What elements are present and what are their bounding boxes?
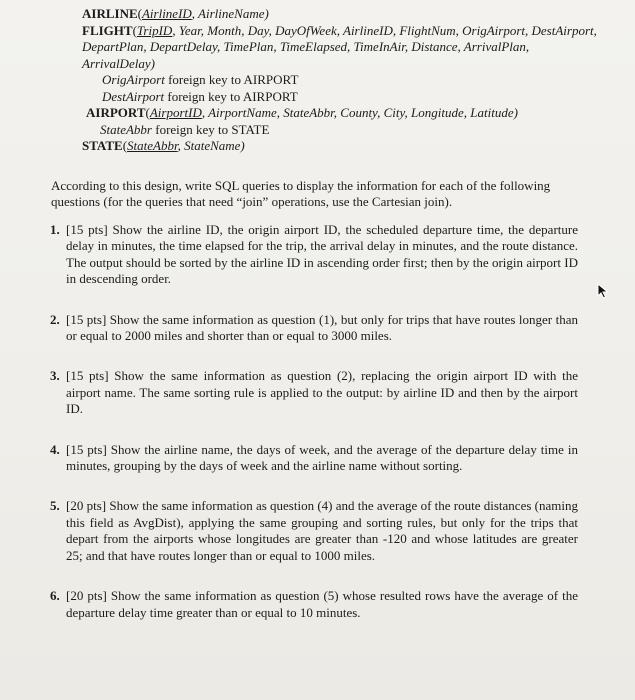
question-points: [15 pts] [66, 441, 107, 457]
relation-name-airport: AIRPORT [86, 105, 146, 120]
question-points: [20 pts] [66, 498, 107, 514]
schema-flight: FLIGHT(TripID, Year, Month, Day, DayOfWeek, AirlineID, FlightNum, OrigAirport, DestAirport, DepartPlan, DepartDelay, TimePlan, TimeElapsed, TimeInAir, Distance, ArrivalPlan, ArrivalDelay) [82, 22, 597, 71]
schema-airport: AIRPORT(AirportID, AirportName, StateAbbr, County, City, Longitude, Latitude) [86, 105, 518, 120]
question-number: 5. [50, 498, 60, 514]
question-number: 3. [50, 368, 60, 384]
question-item-3 [50, 368, 578, 417]
foreign-key-dest-airport: DestAirport foreign key to AIRPORT [102, 88, 298, 104]
schema-state: STATE(StateAbbr, StateName) [82, 138, 245, 153]
instructions-paragraph: According to this design, write SQL queries to display the information for each of the following questions (for the queries that need “join” operations, use the Cartesian join). [51, 178, 551, 209]
schema-airline: AIRLINE(AirlineID, AirlineName) [82, 6, 269, 21]
relation-name-state: STATE [82, 138, 123, 153]
attributes-state: , StateName) [177, 138, 245, 153]
question-item-6 [50, 588, 578, 621]
question-text: Show the same information as question (1), but only for trips that have routes longer than or equal to 2000 miles and shorter than or equal to 3000 miles. [66, 311, 578, 344]
question-text: Show the same information as question (4) and the average of the route distances (naming this field as AvgDist), applying the same grouping and sorting rules, but only for the trips that depart from the airports whose longitudes are greater than -120 and whose latitudes are greater 25; and that have routes longer than or equal to 1000 miles. [66, 498, 578, 563]
attributes-airline: , AirlineName) [191, 6, 269, 21]
question-points: [15 pts] [66, 311, 107, 327]
relation-name-airline: AIRLINE [82, 6, 138, 21]
question-number: 4. [50, 441, 60, 457]
primary-key-state: StateAbbr [127, 138, 178, 153]
primary-key-flight: TripID [136, 22, 173, 38]
question-text: Show the airline name, the days of week, and the average of the departure delay time in minutes, grouping by the days of week and the airline name without sorting. [66, 441, 578, 474]
attributes-airport: , AirportName, StateAbbr, County, City, Longitude, Latitude) [201, 105, 518, 120]
question-number: 2. [50, 311, 60, 327]
question-item-5 [50, 498, 578, 564]
foreign-key-orig-airport: OrigAirport foreign key to AIRPORT [102, 72, 299, 87]
question-number: 1. [50, 222, 60, 237]
primary-key-airline: AirlineID [141, 6, 192, 21]
question-points: [15 pts] [66, 222, 108, 237]
relational-schema [82, 6, 602, 155]
mouse-pointer-icon [596, 283, 612, 299]
question-item-1 [50, 222, 578, 288]
attributes-flight: , Year, Month, Day, DayOfWeek, AirlineID, FlightNum, OrigAirport, DestAirport, DepartPlan, DepartDelay, TimePlan, TimeElapsed, TimeInAir, Distance, ArrivalPlan, ArrivalDelay) [82, 22, 597, 71]
question-points: [15 pts] [66, 368, 109, 384]
question-item-2 [50, 312, 578, 345]
question-points: [20 pts] [66, 588, 107, 604]
question-list [50, 222, 578, 621]
question-text: Show the airline ID, the origin airport ID, the scheduled departure time, the departure delay in minutes, the time elapsed for the trip, the arrival delay in minutes, and the route distance. The output should be sorted by the airline ID in ascending order first; then by the origin airport ID in descending order. [66, 222, 578, 287]
foreign-key-state: StateAbbr foreign key to STATE [100, 121, 270, 137]
primary-key-airport: AirportID [149, 105, 202, 120]
relation-name-flight: FLIGHT [82, 22, 133, 38]
question-number: 6. [50, 588, 60, 604]
question-text: Show the same information as question (5) whose resulted rows have the average of the departure delay time greater than or equal to 10 minutes. [66, 588, 578, 620]
question-text: Show the same information as question (2), replacing the origin airport ID with the airport name. The same sorting rule is applied to the output: by airline ID and then by the airport ID. [66, 368, 578, 417]
question-item-4 [50, 442, 578, 475]
